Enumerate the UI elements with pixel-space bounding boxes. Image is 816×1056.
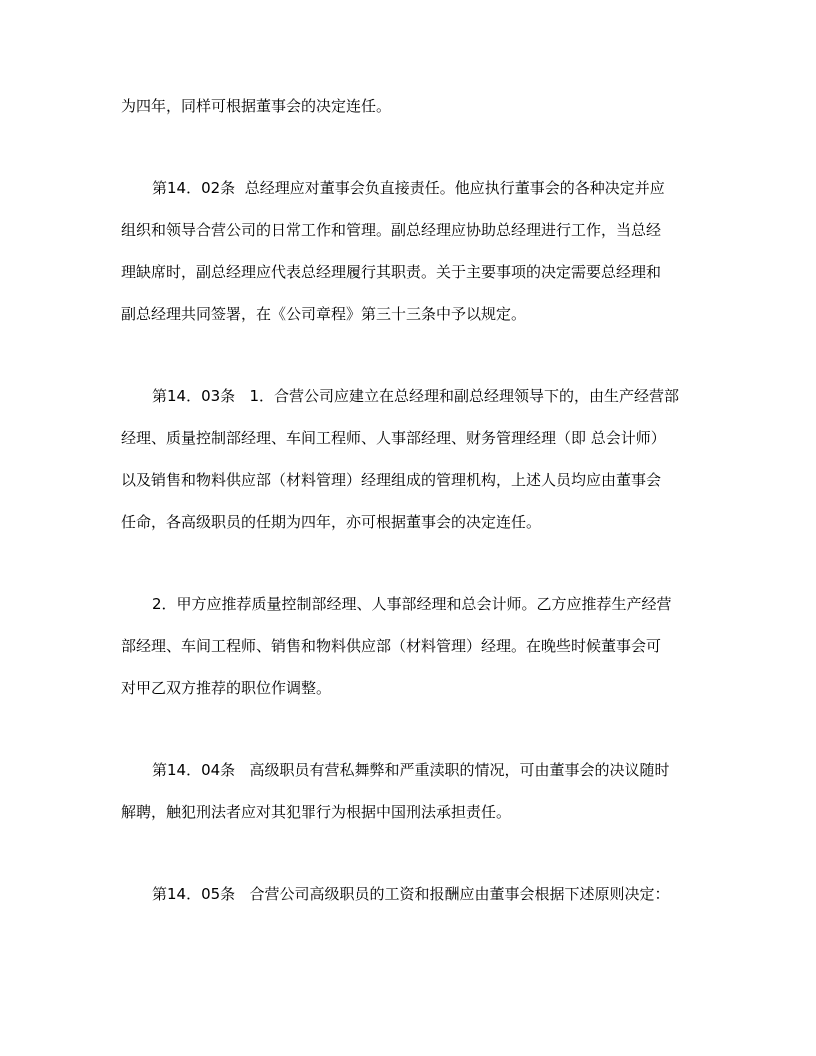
article-14-03-heading-line: 第14．03条 1．合营公司应建立在总经理和副总经理领导下的，由生产经营部 bbox=[152, 387, 680, 405]
text-line: 为四年，同样可根据董事会的决定连任。 bbox=[121, 97, 392, 115]
text-line: 经理、质量控制部经理、车间工程师、人事部经理、财务管理经理（即 总会计师） bbox=[121, 429, 666, 447]
text-line: 以及销售和物料供应部（材料管理）经理组成的管理机构，上述人员均应由董事会 bbox=[121, 471, 662, 489]
text-line: 副总经理共同签署，在《公司章程》第三十三条中予以规定。 bbox=[121, 305, 527, 323]
text-line: 对甲乙双方推荐的职位作调整。 bbox=[121, 679, 332, 697]
article-14-04-heading-line: 第14．04条 高级职员有营私舞弊和严重渎职的情况，可由董事会的决议随时 bbox=[152, 761, 670, 779]
text-line: 任命，各高级职员的任期为四年，亦可根据董事会的决定连任。 bbox=[121, 513, 542, 531]
text-line: 部经理、车间工程师、销售和物料供应部（材料管理）经理。在晚些时候董事会可 bbox=[121, 637, 662, 655]
article-14-03-item-2-line: 2．甲方应推荐质量控制部经理、人事部经理和总会计师。乙方应推荐生产经营 bbox=[152, 595, 672, 613]
text-line: 解聘，触犯刑法者应对其犯罪行为根据中国刑法承担责任。 bbox=[121, 803, 512, 821]
article-14-05-heading-line: 第14．05条 合营公司高级职员的工资和报酬应由董事会根据下述原则决定： bbox=[152, 885, 670, 903]
article-14-02-heading-line: 第14．02条 总经理应对董事会负直接责任。他应执行董事会的各种决定并应 bbox=[152, 179, 665, 197]
text-line: 组织和领导合营公司的日常工作和管理。副总经理应协助总经理进行工作，当总经 bbox=[121, 221, 662, 239]
text-line: 理缺席时，副总经理应代表总经理履行其职责。关于主要事项的决定需要总经理和 bbox=[121, 263, 662, 281]
